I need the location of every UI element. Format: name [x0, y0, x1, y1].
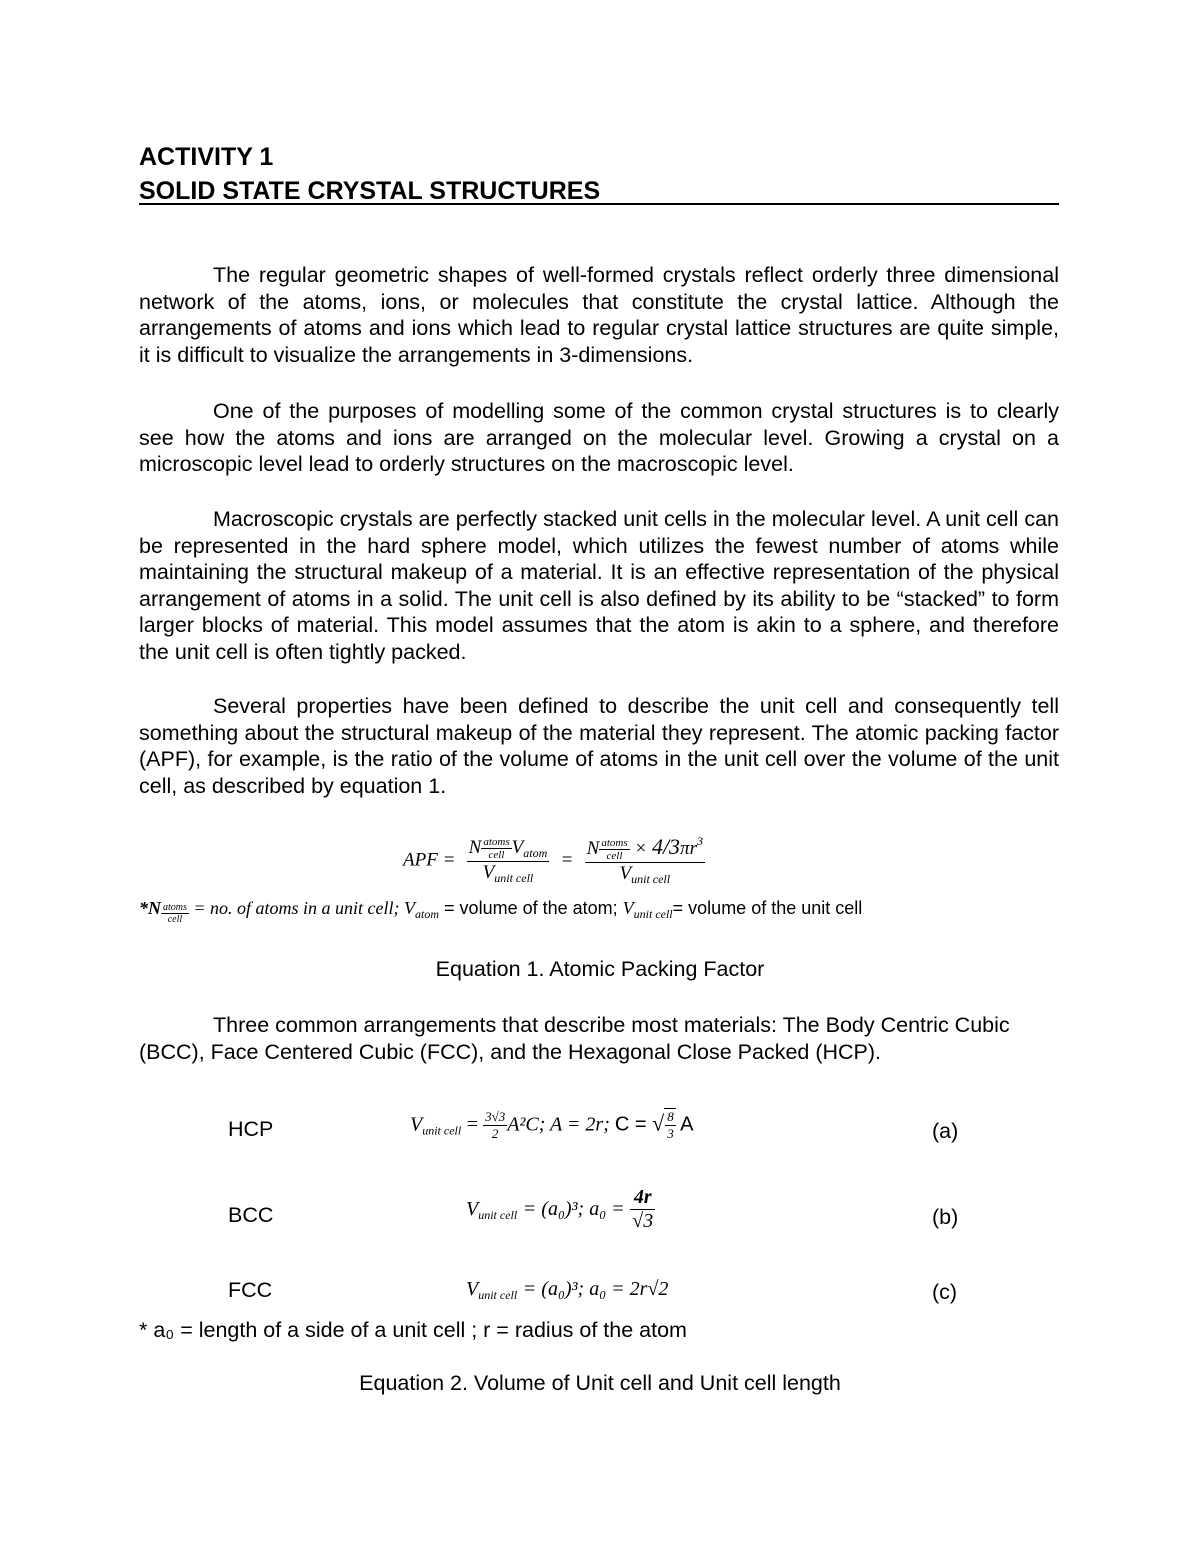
bcc-equation: $V_{unit cell} = (a_0)^3$; a₀ = $\frac{4r}{√3}$: [466, 1186, 654, 1232]
equation-2-footnote: * a₀ = length of a side of a unit cell ; r = radius of the atom: [139, 1318, 687, 1342]
equation-1-note: *N $\frac{\text{atoms}}{\text{cell}}$ = no. of atoms in a unit cell; $V_{atom}$ = volume of the atom; $V_{unit cell}=$ volume of the unit cell: [139, 898, 863, 925]
bcc-label: BCC: [228, 1203, 274, 1227]
title-underline: [139, 203, 1059, 205]
paragraph-intro: The regular geometric shapes of well-formed crystals reflect orderly three dimensional network of the atoms, ions, or molecules that constitute the crystal lattice. Although the arrangements of atoms and ions which lead to regular crystal lattice structures are quite simple, it is difficult to visualize the arrangements in 3-dimensions.: [139, 263, 1059, 367]
apf-fraction-2: N $\frac{\text{atoms}}{\text{cell}}$ × $4/3\pi r^3$ $V_{unit cell}$: [586, 834, 703, 887]
activity-title: ACTIVITY 1: [139, 143, 274, 171]
paragraph-unit-cell: Macroscopic crystals are perfectly stacked unit cells in the molecular level. A unit cell can be represented in the hard sphere model, which utilizes the fewest number of atoms while maintaining the structural makeup of a material. It is an effective representation of the physical arrangement of atoms in a solid. The unit cell is also defined by its ability to be “stacked” to form larger blocks of material. This model assumes that the atom is akin to a sphere, and therefore the unit cell is often tightly packed.: [139, 507, 1059, 664]
fcc-tag: (c): [932, 1280, 958, 1304]
paragraph-apf: Several properties have been defined to describe the unit cell and consequently tell something about the structural makeup of the material they represent. The atomic packing factor (APF), for example, is the ratio of the volume of atoms in the unit cell over the volume of the unit cell, as described by equation 1.: [139, 694, 1059, 798]
equation-2-caption: Equation 2. Volume of Unit cell and Unit cell length: [359, 1371, 841, 1395]
hcp-equation: $V_{unit cell}$ = $\frac{3√3}{2}$ A²C; A = 2r; C = √ $\frac{8}{3}$ A: [410, 1108, 694, 1141]
fcc-equation: $V_{unit cell} = (a_0)^3$; a₀ = 2r√2: [466, 1278, 669, 1302]
fcc-label: FCC: [228, 1278, 273, 1302]
equation-1-caption: Equation 1. Atomic Packing Factor: [435, 957, 765, 981]
paragraph-purpose: One of the purposes of modelling some of the common crystal structures is to clearly see how the atoms and ions are arranged on the molecular level. Growing a crystal on a microscopic level lead to orderly structures on the macroscopic level.: [139, 399, 1059, 476]
equation-1: APF = N $\frac{\text{atoms}}{\text{cell}}$ $V_{atom}$ $V_{unit cell}$ = N $\frac{\text{atoms}}{\text{cell}}$ × $4/3\pi r^3$ $V_{unit cell}$: [403, 834, 703, 887]
section-title: SOLID STATE CRYSTAL STRUCTURES: [139, 177, 601, 205]
apf-lhs: APF =: [403, 849, 456, 871]
hcp-tag: (a): [932, 1119, 959, 1143]
hcp-label: HCP: [228, 1117, 274, 1141]
paragraph-arrangements: Three common arrangements that describe most materials: The Body Centric Cubic (BCC), Face Centered Cubic (FCC), and the Hexagonal Close Packed (HCP).: [139, 1013, 1010, 1064]
apf-fraction-1: N $\frac{\text{atoms}}{\text{cell}}$ $V_{atom}$ $V_{unit cell}$: [468, 835, 548, 885]
bcc-tag: (b): [932, 1205, 959, 1229]
